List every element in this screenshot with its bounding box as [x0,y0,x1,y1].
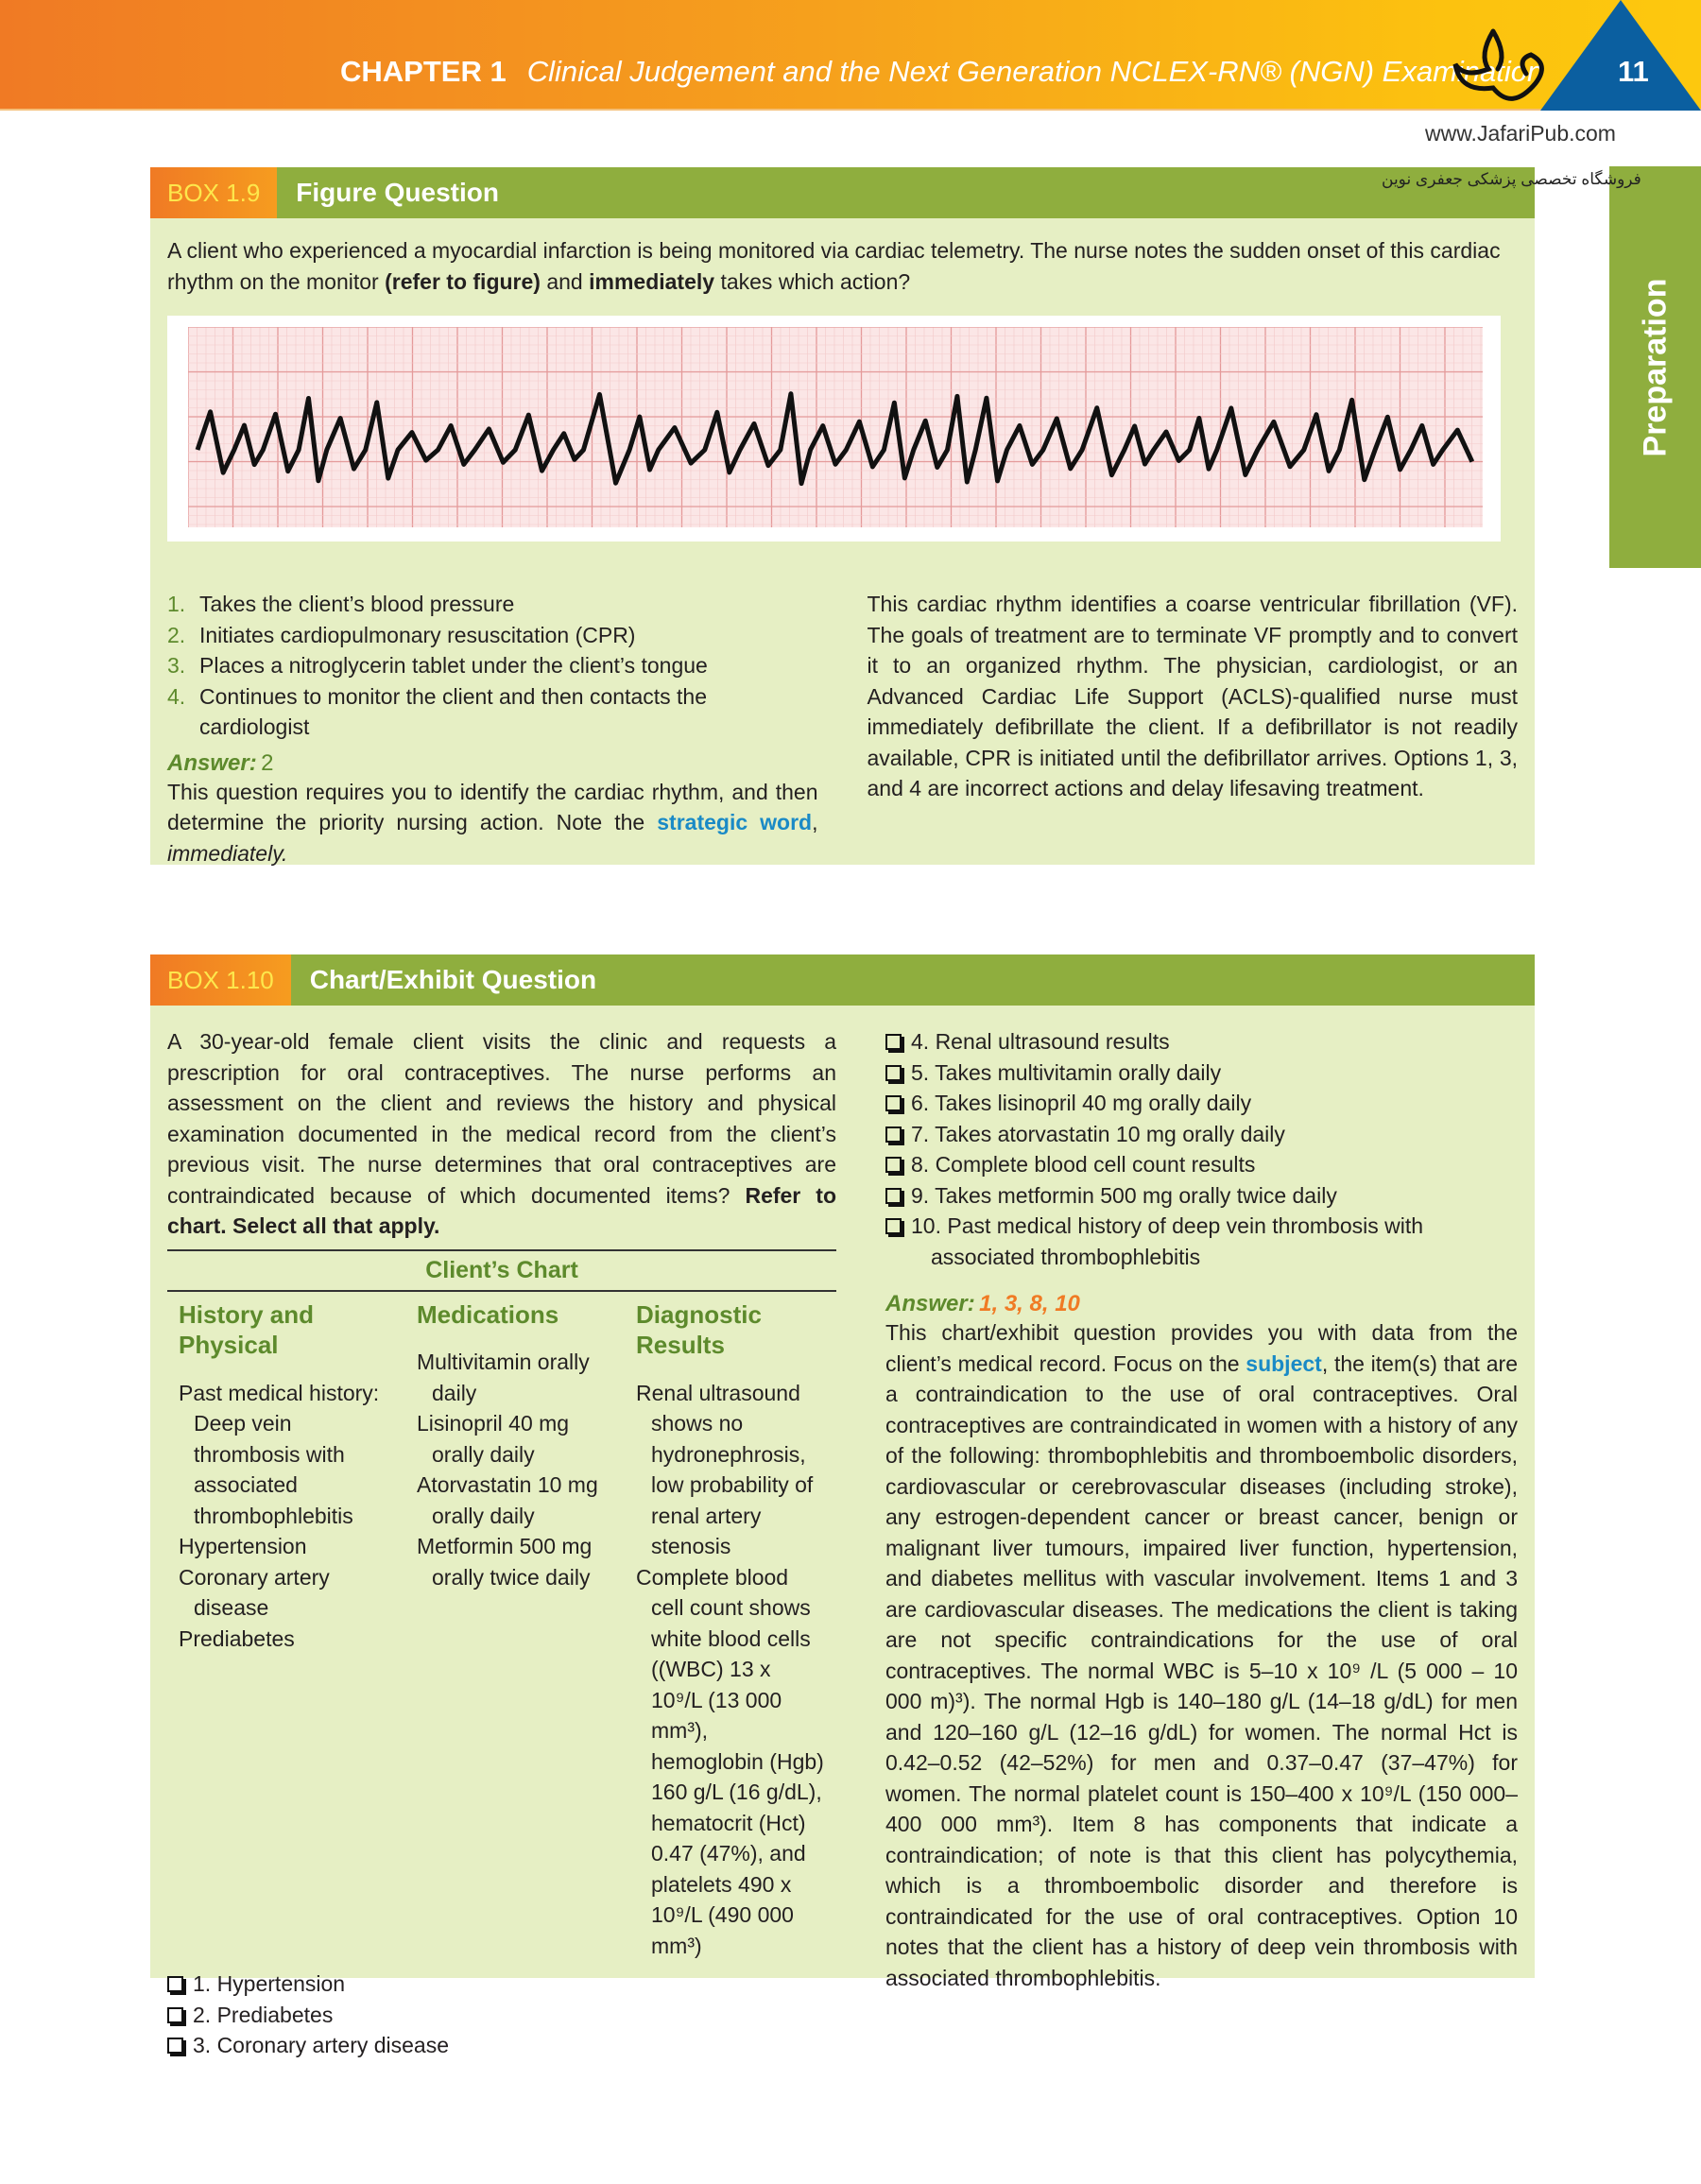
checkbox-option[interactable]: 8. Complete blood cell count results [885,1149,1518,1180]
question-text: A client who experienced a myocardial infarction is being monitored via cardiac telemetry. The nurse notes the sudden onset of this cardiac rhythm on the monitor (refer to figure) and immediately takes which action? [167,238,1501,294]
chart-column-header: Diagnostic Results [636,1299,762,1359]
checkbox-icon[interactable] [167,1976,183,1992]
chart-column [417,1299,615,1962]
clients-chart-table [167,1292,836,1962]
answer-option[interactable]: 2. Initiates cardiopulmonary resuscitation (CPR) [167,622,636,647]
chart-entry: Prediabetes [179,1625,295,1651]
checkbox-icon[interactable] [167,2038,183,2054]
ecg-strip [188,327,1483,527]
checkbox-option[interactable]: 4. Renal ultrasound results [885,1026,1518,1058]
watermark-logo [1436,26,1578,116]
chart-entry: Metformin 500 mg orally twice daily [417,1534,593,1590]
checkbox-options [885,1026,1518,1272]
answer-line: Answer: 1, 3, 8, 10 [885,1291,1080,1316]
chart-entry: Complete blood cell count shows white blood cells ((WBC) 13 x 10⁹/L (13 000 mm³), hemoglobin (Hgb) 160 g/L (16 g/dL), hematocrit (Hct) 0.47 (47%), and platelets 490 x 10⁹/L (490 000 mm³) [636,1564,824,1958]
box2-columns [150,1026,1535,2061]
chapter-heading: CHAPTER 1 Clinical Judgement and the Next Generation NCLEX-RN® (NGN) Examination [340,55,1544,88]
checkbox-option[interactable]: 10. Past medical history of deep vein thrombosis with associated thrombophlebitis [885,1211,1518,1272]
chart-entry: Atorvastatin 10 mg orally daily [417,1472,598,1528]
side-tab: Preparation [1609,166,1701,568]
checkbox-option[interactable]: 1. Hypertension [167,1969,836,2000]
chart-entry: Multivitamin orally daily [417,1350,590,1405]
answer-option[interactable]: 3. Places a nitroglycerin tablet under the client’s tongue [167,653,708,678]
rationale: This chart/exhibit question provides you with data from the client’s medical record. Focus on the subject, the item(s) that are a contraindication to the use of oral contraceptives. Oral contraceptives are contraindicated in women with a history of any of the following: thrombophlebitis and thromboembolic disorders, cardiovascular or cerebrovascular diseases (including stroke), any estrogen-dependent cancer or breast cancer, benign or malignant liver tumours, impaired liver function, hypertension, and diabetes mellitus with vascular involvement. Items 1 and 3 are cardiovascular diseases. The medications the client is taking are not specific contraindications for the use of oral contraceptives. The normal WBC is 5–10 x 10⁹ /L (5 000 – 10 000 m)³). The normal Hgb is 140–180 g/L (14–18 g/dL) for men and 120–160 g/L (12–16 g/dL) for women. The normal Hct is 0.42–0.52 (42–52%) for men and 0.37–0.47 (37–47%) for women. The normal platelet count is 150–400 x 10⁹/L (150 000–400 000 mm³). Item 8 has components that indicate a contraindication; of note is that this client has polycythemia, which is a thromboembolic disorder and therefore is contraindicated for the use of oral contraceptives. Option 10 notes that the client has a history of deep vein thrombosis with associated thrombophlebitis. [885,1320,1518,1990]
answer-option[interactable]: 1. Takes the client’s blood pressure [167,592,515,616]
checkbox-icon[interactable] [167,2007,183,2023]
rationale-part2: This cardiac rhythm identifies a coarse ventricular fibrillation (VF). The goals of treatment are to terminate VF promptly and to convert it to an organized rhythm. The physician, cardiologist, or an Advanced Cardiac Life Support (ACLS)-qualified nurse must immediately defibrillate the client. If a defibrillator is not readily available, CPR is initiated until the defibrillator arrives. Options 1, 3, and 4 are incorrect actions and delay lifesaving treatment. [867,592,1518,800]
watermark-shop-name: فروشگاه تخصصی پزشکی جعفری نوین [1382,170,1641,188]
checkbox-icon[interactable] [885,1126,902,1143]
box-1-9 [150,167,1535,865]
page-number: 11 [1618,55,1649,88]
chart-entry: Renal ultrasound shows no hydronephrosis, low probability of renal artery stenosis [636,1380,814,1558]
checkbox-option[interactable]: 6. Takes lisinopril 40 mg orally daily [885,1088,1518,1119]
chart-entry: Coronary artery disease [179,1564,330,1620]
checkbox-icon[interactable] [885,1095,902,1111]
checkbox-icon[interactable] [885,1034,902,1050]
chart-column-header: Medications [417,1299,559,1329]
checkbox-option[interactable]: 5. Takes multivitamin orally daily [885,1058,1518,1089]
chart-column-header: History and Physical [179,1299,315,1359]
checkbox-option[interactable]: 2. Prediabetes [167,2000,836,2031]
checkbox-options [167,1969,836,2061]
checkbox-icon[interactable] [885,1157,902,1173]
chart-entry: Past medical history: Deep vein thrombosis with associated thrombophlebitis [179,1380,380,1528]
checkbox-icon[interactable] [885,1188,902,1204]
answer-option[interactable]: 4. Continues to monitor the client and then contacts the cardiologist [167,683,707,739]
box1-columns [150,589,1535,868]
box-title: Figure Question [296,178,499,207]
chart-title: Client’s Chart [167,1249,836,1292]
question-text: A 30-year-old female client visits the clinic and requests a prescription for oral contraceptives. The nurse performs an assessment on the client and reviews the history and physical examination documented in the medical record from the client’s previous visit. The nurse determines that oral contraceptives are contraindicated because of which documented items? Refer to chart. Select all that apply. [167,1029,836,1238]
checkbox-icon[interactable] [885,1218,902,1234]
box-header [150,167,1535,218]
chart-column [636,1299,825,1962]
box-label: BOX 1.10 [150,954,291,1006]
chart-entry: Hypertension [179,1534,307,1558]
checkbox-option[interactable]: 7. Takes atorvastatin 10 mg orally daily [885,1119,1518,1150]
answer-line: Answer: 2 [167,749,274,776]
box-label: BOX 1.9 [150,167,277,218]
checkbox-option[interactable]: 3. Coronary artery disease [167,2030,836,2061]
watermark-url: www.JafariPub.com [1425,121,1616,146]
ecg-figure [167,316,1501,542]
chart-entry: Lisinopril 40 mg orally daily [417,1411,570,1467]
checkbox-icon[interactable] [885,1065,902,1081]
rationale-part1: This question requires you to identify the cardiac rhythm, and then determine the priority nursing action. Note the strategic word, immediately. [167,779,818,866]
answer-options [167,589,818,743]
box-title: Chart/Exhibit Question [309,965,597,994]
box-1-10 [150,954,1535,2057]
checkbox-option[interactable]: 9. Takes metformin 500 mg orally twice daily [885,1180,1518,1212]
chart-column [179,1299,396,1962]
box-header [150,954,1535,1006]
